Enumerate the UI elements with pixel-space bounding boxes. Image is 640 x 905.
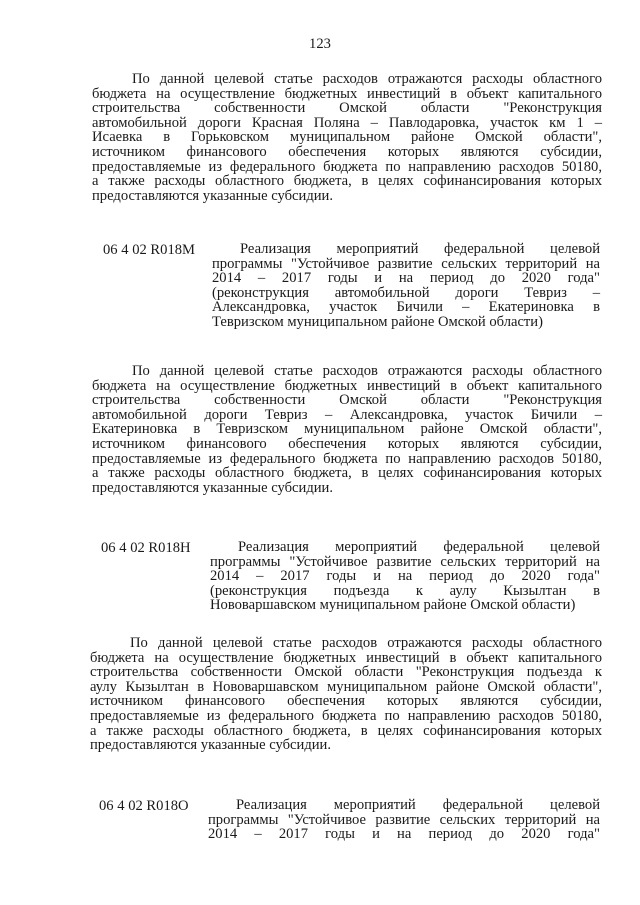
- entry-line: Реализация мероприятий федеральной целевой: [240, 241, 600, 257]
- target-article-code: 06 4 02 R018O: [99, 798, 189, 814]
- paragraph-1: [92, 72, 602, 203]
- entry-line: (реконструкция подъезда к аулу Кызылтан в: [210, 582, 600, 599]
- entry-line: программы "Устойчивое развитие сельских территорий на: [210, 553, 600, 570]
- paragraph-line: предоставляемые из федерального бюджета по направлению расходов 50180,: [92, 450, 602, 467]
- paragraph-line: бюджета на осуществление бюджетных инвестиций в объект капитального: [92, 377, 602, 394]
- paragraph-line: бюджета на осуществление бюджетных инвестиций в объект капитального: [90, 649, 602, 666]
- entry-line: программы "Устойчивое развитие сельских территорий на: [208, 811, 600, 828]
- paragraph-line: а также расходы областного бюджета, в целях софинансирования которых: [90, 722, 602, 739]
- paragraph-line: строительства собственности Омской области "Реконструкция: [92, 100, 602, 117]
- target-article-description: [210, 540, 600, 613]
- entry-line: Реализация мероприятий федеральной целевой: [238, 539, 600, 555]
- paragraph-line: По данной целевой статье расходов отражаются расходы областного: [132, 363, 602, 379]
- entry-line: Реализация мероприятий федеральной целевой: [236, 797, 600, 813]
- entry-line: 2014 – 2017 годы и на период до 2020 года": [208, 826, 600, 843]
- paragraph-line: строительства собственности Омской области "Реконструкция подъезда к: [90, 664, 602, 681]
- entry-line: 2014 – 2017 годы и на период до 2020 года": [210, 568, 600, 585]
- entry-line: Тевризском муниципальном районе Омской области): [212, 313, 543, 330]
- entry-line: Нововаршавском муниципальном районе Омской области): [210, 597, 576, 614]
- paragraph-line: источником финансового обеспечения которых являются субсидии,: [90, 693, 602, 710]
- paragraph-line: бюджета на осуществление бюджетных инвестиций в объект капитального: [92, 85, 602, 102]
- paragraph-line: автомобильной дороги Красная Поляна – Павлодаровка, участок км 1 –: [92, 114, 602, 131]
- paragraph-line: предоставляются указанные субсидии.: [92, 479, 334, 496]
- target-article-description: [212, 242, 600, 330]
- paragraph-line: источником финансового обеспечения которых являются субсидии,: [92, 435, 602, 452]
- paragraph-line: Исаевка в Горьковском муниципальном районе Омской области",: [92, 129, 602, 146]
- paragraph-line: аулу Кызылтан в Нововаршавском муниципальном районе Омской области",: [90, 678, 602, 695]
- paragraph-line: автомобильной дороги Тевриз – Александровка, участок Бичили –: [92, 406, 602, 423]
- paragraph-line: предоставляемые из федерального бюджета по направлению расходов 50180,: [92, 158, 602, 175]
- paragraph-line: предоставляются указанные субсидии.: [92, 187, 334, 204]
- entry-line: программы "Устойчивое развитие сельских территорий на: [212, 255, 600, 272]
- page-number: 123: [309, 36, 331, 52]
- entry-line: (реконструкция автомобильной дороги Тевриз –: [212, 284, 600, 301]
- paragraph-3: [90, 636, 602, 753]
- paragraph-line: предоставляются указанные субсидии.: [90, 737, 332, 754]
- target-article-code: 06 4 02 R018H: [101, 540, 191, 556]
- paragraph-line: а также расходы областного бюджета, в целях софинансирования которых: [92, 465, 602, 482]
- paragraph-line: Екатериновка в Тевризском муниципальном районе Омской области",: [92, 421, 602, 438]
- target-article-code: 06 4 02 R018M: [103, 242, 196, 258]
- entry-line: 2014 – 2017 годы и на период до 2020 года": [212, 270, 600, 287]
- entry-line: Александровка, участок Бичили – Екатериновка в: [212, 299, 600, 316]
- paragraph-line: источником финансового обеспечения которых являются субсидии,: [92, 143, 602, 160]
- paragraph-line: По данной целевой статье расходов отражаются расходы областного: [132, 71, 602, 87]
- paragraph-line: строительства собственности Омской области "Реконструкция: [92, 392, 602, 409]
- target-article-description: [208, 798, 600, 842]
- paragraph-2: [92, 364, 602, 495]
- paragraph-line: По данной целевой статье расходов отражаются расходы областного: [130, 635, 602, 651]
- paragraph-line: предоставляемые из федерального бюджета по направлению расходов 50180,: [90, 707, 602, 724]
- paragraph-line: а также расходы областного бюджета, в целях софинансирования которых: [92, 173, 602, 190]
